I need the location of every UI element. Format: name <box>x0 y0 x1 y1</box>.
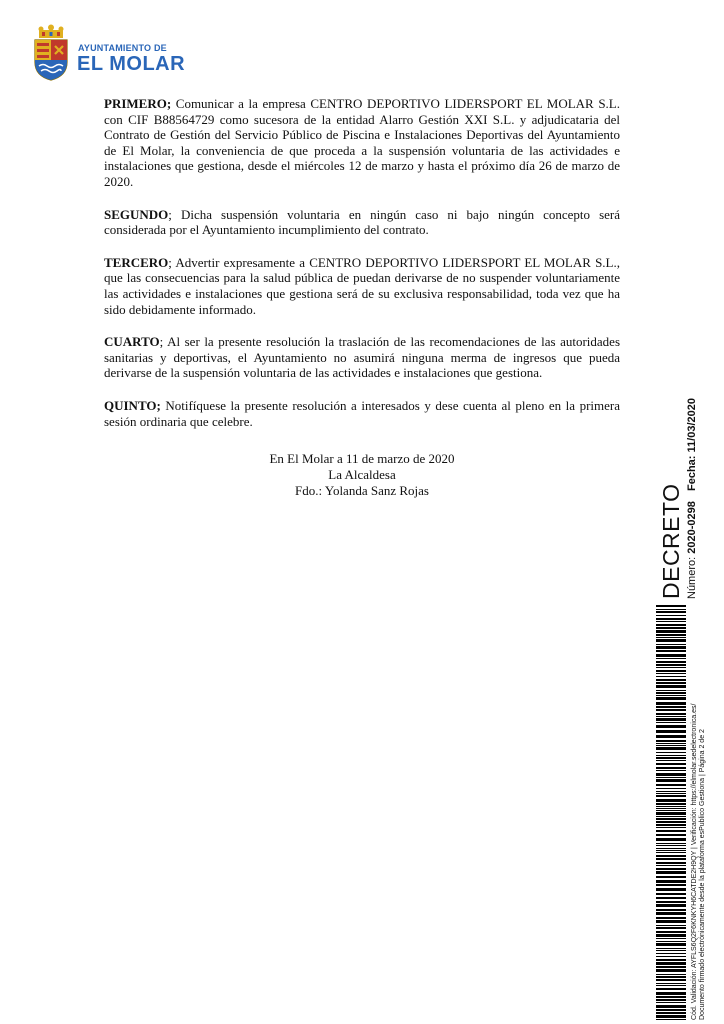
barcode-bar <box>656 917 686 919</box>
barcode-bar <box>656 1005 686 1008</box>
barcode-bar <box>656 627 686 629</box>
barcode-bar <box>656 697 686 700</box>
barcode-bar <box>656 897 686 899</box>
barcode-bar <box>656 799 686 802</box>
barcode-bar <box>656 713 686 715</box>
validation-stamp <box>650 395 724 1024</box>
barcode-bar <box>656 983 686 984</box>
barcode-bar <box>656 852 686 853</box>
date-value: 11/03/2020 <box>686 398 698 453</box>
barcode-bar <box>656 1009 686 1011</box>
barcode-bar <box>656 777 686 778</box>
barcode-bar <box>656 888 686 891</box>
barcode-bar <box>656 611 686 613</box>
barcode-bar <box>656 658 686 659</box>
paragraph-text: ; Advertir expresamente a CENTRO DEPORTIVO LIDERSPORT EL MOLAR S.L., que las consecuencias para la salud pública de puedan derivarse de no suspender voluntariamente las actividades e instalaciones que gestiona será de su exclusiva responsabilidad, toda vez que ha sido debidamente informado. <box>104 254 620 317</box>
paragraph-cuarto <box>104 334 620 381</box>
barcode-bar <box>656 690 686 691</box>
barcode-bar <box>656 637 686 638</box>
barcode-bar <box>656 824 686 826</box>
barcode-bar <box>656 788 686 789</box>
barcode-bar <box>656 784 686 786</box>
barcode-bar <box>656 747 686 750</box>
barcode-bar <box>656 644 686 645</box>
barcode-bar <box>656 646 686 649</box>
decree-body <box>104 96 620 499</box>
barcode-bar <box>656 735 686 738</box>
barcode-bar <box>656 816 686 817</box>
place-date: En El Molar a 11 de marzo de 2020 <box>269 451 455 467</box>
barcode-bar <box>656 718 686 721</box>
signer-name: Fdo.: Yolanda Sanz Rojas <box>295 483 429 499</box>
barcode-bar <box>656 931 686 933</box>
barcode-bar <box>656 843 686 844</box>
barcode-bar <box>656 664 686 666</box>
barcode-bar <box>656 855 686 857</box>
paragraph-text: ; Dicha suspensión voluntaria en ningún caso ni bajo ningún concepto será considerada por el Ayuntamiento incumplimiento del contrato. <box>104 206 620 238</box>
barcode-bar <box>656 634 686 636</box>
barcode-bar <box>656 757 686 759</box>
barcode-bar <box>656 650 686 652</box>
signature-block <box>104 451 620 499</box>
paragraph-text: ; Al ser la presente resolución la traslación de las recomendaciones de las autoridades sanitarias y deportivas, el Ayuntamiento no asumirá ninguna merma de ingresos que pueda derivarse de la suspensión voluntaria de las actividades e instalaciones que gestiona. <box>104 334 620 381</box>
barcode-bar <box>656 834 686 836</box>
barcode-bar <box>656 740 686 742</box>
barcode-bar <box>656 810 686 811</box>
barcode-bar <box>656 956 686 957</box>
barcode-bar <box>656 682 686 684</box>
barcode-bar <box>656 730 686 733</box>
barcode-bar <box>656 702 686 705</box>
barcode-bar <box>656 667 686 668</box>
barcode-bar <box>656 808 686 809</box>
barcode-bar <box>656 901 686 903</box>
barcode-bar <box>656 760 686 761</box>
barcode-bar <box>656 845 686 846</box>
paragraph-label: CUARTO <box>104 334 160 350</box>
barcode-bar <box>656 850 686 851</box>
barcode-bar <box>656 838 686 841</box>
decree-date <box>686 398 698 491</box>
coat-of-arms-icon <box>30 24 72 82</box>
decree-title: DECRETO <box>658 483 684 599</box>
paragraph-label: PRIMERO; <box>104 96 172 111</box>
barcode-bar <box>656 953 686 954</box>
barcode-bar <box>656 976 686 978</box>
barcode-bar <box>656 709 686 711</box>
barcode-bar <box>656 1002 686 1003</box>
paragraph-label: QUINTO; <box>104 397 161 413</box>
barcode-bar <box>656 974 686 975</box>
barcode-bar <box>656 806 686 807</box>
paragraph-text: Notifíquese la presente resolución a interesados y dese cuenta al pleno en la primera sesión ordinaria que celebre. <box>104 397 620 429</box>
barcode-bar <box>656 950 686 951</box>
barcode-bar <box>656 992 686 995</box>
barcode-bar <box>656 912 686 915</box>
barcode-bar <box>656 615 686 616</box>
org-name-small: AYUNTAMIENTO DE <box>78 43 167 53</box>
decree-number <box>686 501 698 599</box>
date-label: Fecha: <box>686 455 698 491</box>
org-name-big: EL MOLAR <box>77 53 186 75</box>
paragraph-primero <box>104 96 620 190</box>
barcode-bar <box>656 745 686 746</box>
barcode-bar <box>656 795 686 797</box>
barcode-bar <box>656 1019 686 1020</box>
barcode-bar <box>656 755 686 756</box>
barcode-bar <box>656 661 686 663</box>
barcode-bar <box>656 938 686 939</box>
barcode-bar <box>656 752 686 753</box>
barcode-bar <box>656 830 686 832</box>
barcode-bar <box>656 927 686 929</box>
barcode-bar <box>656 821 686 823</box>
barcode-bar <box>656 692 686 694</box>
barcode-bar <box>656 695 686 696</box>
barcode-bar <box>656 999 686 1001</box>
barcode-bar <box>656 827 686 828</box>
barcode-bar <box>656 904 686 907</box>
barcode-bar <box>656 948 686 949</box>
barcode-bar <box>656 618 686 620</box>
barcode-bar <box>656 793 686 794</box>
number-value: 2020-0298 <box>686 501 698 554</box>
barcode-bar <box>656 909 686 911</box>
paragraph-label: TERCERO <box>104 254 169 270</box>
barcode-bar <box>656 966 686 968</box>
barcode-bar <box>656 770 686 771</box>
barcode-bar <box>656 676 686 677</box>
barcode-bar <box>656 624 686 626</box>
barcode-bar <box>656 962 686 965</box>
barcode-bar <box>656 685 686 688</box>
barcode-bar <box>656 848 686 849</box>
barcode-icon <box>656 605 686 1020</box>
barcode-bar <box>656 630 686 633</box>
barcode-bar <box>656 763 686 765</box>
paragraph-segundo <box>104 207 620 238</box>
barcode-bar <box>656 865 686 866</box>
barcode-bar <box>656 893 686 895</box>
paragraph-text: Comunicar a la empresa CENTRO DEPORTIVO LIDERSPORT EL MOLAR S.L. con CIF B88564729 como sucesora de la entidad Alarro Gestión XXI S.L. y adjudicataria del Contrato de Gestión del Servicio Público de Piscina e Instalaciones Deportivas del Ayuntamiento de El Molar, la conveniencia de que proceda a la suspensión voluntaria de las actividades e instalaciones que gestiona, desde el miércoles 12 de marzo y hasta el próximo día 26 de marzo de 2020. <box>104 96 620 189</box>
barcode-bar <box>656 779 686 782</box>
barcode-bar <box>656 773 686 776</box>
barcode-bar <box>656 725 686 728</box>
barcode-bar <box>656 959 686 961</box>
barcode-bar <box>656 706 686 708</box>
barcode-bar <box>656 1012 686 1014</box>
barcode-bar <box>656 716 686 717</box>
barcode-bar <box>656 934 686 937</box>
barcode-bar <box>656 1015 686 1018</box>
barcode-bar <box>656 988 686 990</box>
barcode-bar <box>656 979 686 981</box>
barcode-bar <box>656 920 686 923</box>
barcode-bar <box>656 818 686 820</box>
barcode-bar <box>656 812 686 815</box>
paragraph-label: SEGUNDO <box>104 206 169 222</box>
barcode-bar <box>656 985 686 986</box>
validation-code: Cód. Validación: AYFLS6Q2F6KNKYH6CATDE2H9QY | Verificación: https://elmolar.sedelectronica.es/ <box>691 703 698 1020</box>
barcode-bar <box>656 862 686 864</box>
barcode-bar <box>656 884 686 886</box>
barcode-bar <box>656 609 686 610</box>
barcode-bar <box>656 743 686 744</box>
barcode-bar <box>656 639 686 642</box>
barcode-bar <box>656 654 686 657</box>
signer-role: La Alcaldesa <box>328 467 396 483</box>
municipality-logo <box>30 24 186 84</box>
barcode-bar <box>656 858 686 860</box>
number-label: Número: <box>686 556 698 599</box>
barcode-bar <box>656 605 686 607</box>
paragraph-quinto <box>104 398 620 429</box>
barcode-bar <box>656 925 686 926</box>
barcode-bar <box>656 941 686 942</box>
barcode-bar <box>656 670 686 672</box>
barcode-bar <box>656 868 686 870</box>
barcode-bar <box>656 673 686 674</box>
barcode-bar <box>656 943 686 946</box>
barcode-bar <box>656 767 686 769</box>
barcode-bar <box>656 722 686 723</box>
barcode-bar <box>656 969 686 972</box>
paragraph-tercero <box>104 255 620 317</box>
barcode-bar <box>656 996 686 998</box>
barcode-bar <box>656 791 686 792</box>
barcode-bar <box>656 871 686 874</box>
barcode-bar <box>656 880 686 883</box>
barcode-bar <box>656 803 686 805</box>
signature-platform-note: Documento firmado electrónicamente desde la plataforma esPublico Gestiona | Página 2 de 2 <box>699 729 706 1020</box>
barcode-bar <box>656 876 686 878</box>
barcode-bar <box>656 621 686 622</box>
barcode-bar <box>656 679 686 681</box>
